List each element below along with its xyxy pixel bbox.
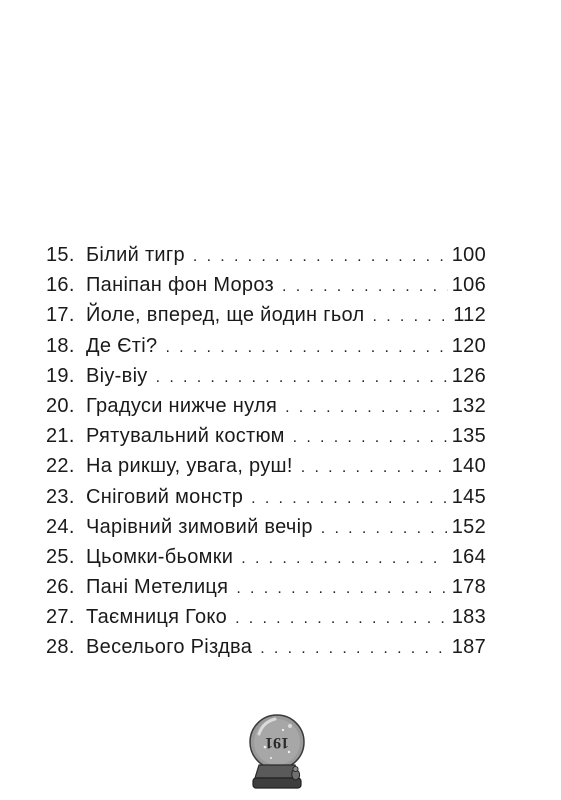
table-of-contents bbox=[46, 240, 486, 663]
chapter-title: Градуси нижче нуля bbox=[86, 394, 278, 417]
toc-entry bbox=[46, 482, 486, 512]
dot-leader bbox=[301, 453, 448, 483]
toc-entry bbox=[46, 542, 486, 572]
chapter-title: Білий тигр bbox=[86, 244, 185, 266]
chapter-number: 28. bbox=[46, 636, 75, 659]
chapter-title: Цьомки-бьомки bbox=[86, 545, 234, 568]
chapter-title: Рятувальний костюм bbox=[86, 425, 285, 448]
toc-entry bbox=[46, 240, 486, 270]
dot-leader bbox=[156, 363, 448, 393]
toc-entry bbox=[46, 572, 486, 602]
chapter-number: 26. bbox=[46, 576, 75, 599]
toc-entry bbox=[46, 602, 486, 632]
toc-entry bbox=[46, 361, 486, 391]
chapter-page-number: 145 bbox=[451, 485, 486, 508]
dot-leader bbox=[251, 484, 448, 514]
chapter-page-number: 112 bbox=[453, 304, 486, 327]
chapter-title: Пані Метелиця bbox=[86, 576, 229, 599]
chapter-page-number: 132 bbox=[451, 394, 486, 417]
chapter-page-number: 164 bbox=[451, 545, 486, 568]
chapter-number: 19. bbox=[46, 364, 75, 387]
chapter-number: 27. bbox=[46, 606, 75, 629]
toc-entry bbox=[46, 421, 486, 451]
chapter-number: 20. bbox=[46, 394, 75, 417]
chapter-number: 16. bbox=[46, 274, 75, 297]
chapter-title: На рикшу, увага, руш! bbox=[86, 455, 293, 478]
chapter-number: 21. bbox=[46, 425, 75, 448]
chapter-title: Чарівний зимовий вечір bbox=[86, 515, 313, 538]
dot-leader bbox=[193, 242, 448, 272]
dot-leader bbox=[236, 574, 448, 604]
toc-entry bbox=[46, 512, 486, 542]
chapter-page-number: 126 bbox=[451, 364, 486, 387]
toc-entry bbox=[46, 632, 486, 662]
chapter-number: 25. bbox=[46, 545, 75, 568]
toc-entry bbox=[46, 270, 486, 300]
chapter-page-number: 135 bbox=[451, 425, 486, 448]
chapter-title: Сніговий монстр bbox=[86, 485, 244, 508]
chapter-title: Віу-віу bbox=[86, 364, 148, 387]
folio-number: 191 bbox=[265, 734, 289, 751]
chapter-number: 17. bbox=[46, 304, 75, 327]
chapter-number: 23. bbox=[46, 485, 75, 508]
snow-globe-icon bbox=[245, 712, 309, 794]
chapter-page-number: 152 bbox=[451, 515, 486, 538]
dot-leader bbox=[373, 302, 448, 332]
dot-leader bbox=[285, 393, 448, 423]
chapter-title: Веселього Різдва bbox=[86, 636, 253, 659]
chapter-page-number: 140 bbox=[451, 455, 486, 478]
chapter-page-number: 106 bbox=[451, 274, 486, 297]
dot-leader bbox=[260, 634, 448, 664]
toc-entry bbox=[46, 451, 486, 481]
toc-entry bbox=[46, 391, 486, 421]
chapter-number: 24. bbox=[46, 515, 75, 538]
dot-leader bbox=[282, 272, 448, 302]
chapter-page-number: 187 bbox=[451, 636, 486, 659]
chapter-title: Таємниця Гоко bbox=[86, 606, 228, 629]
chapter-page-number: 120 bbox=[451, 334, 486, 357]
dot-leader bbox=[293, 423, 448, 453]
dot-leader bbox=[165, 333, 448, 363]
chapter-title: Йоле, вперед, ще йодин гьол bbox=[86, 304, 365, 327]
chapter-page-number: 183 bbox=[451, 606, 486, 629]
dot-leader bbox=[241, 544, 448, 574]
dot-leader bbox=[235, 604, 448, 634]
chapter-page-number: 178 bbox=[451, 576, 486, 599]
chapter-number: 22. bbox=[46, 455, 75, 478]
chapter-number: 18. bbox=[46, 334, 75, 357]
dot-leader bbox=[321, 514, 448, 544]
chapter-page-number: 100 bbox=[451, 244, 486, 266]
chapter-title: Паніпан фон Мороз bbox=[86, 274, 275, 297]
toc-entry bbox=[46, 331, 486, 361]
chapter-title: Де Єті? bbox=[86, 334, 158, 357]
chapter-number: 15. bbox=[46, 244, 75, 266]
toc-entry bbox=[46, 300, 486, 330]
